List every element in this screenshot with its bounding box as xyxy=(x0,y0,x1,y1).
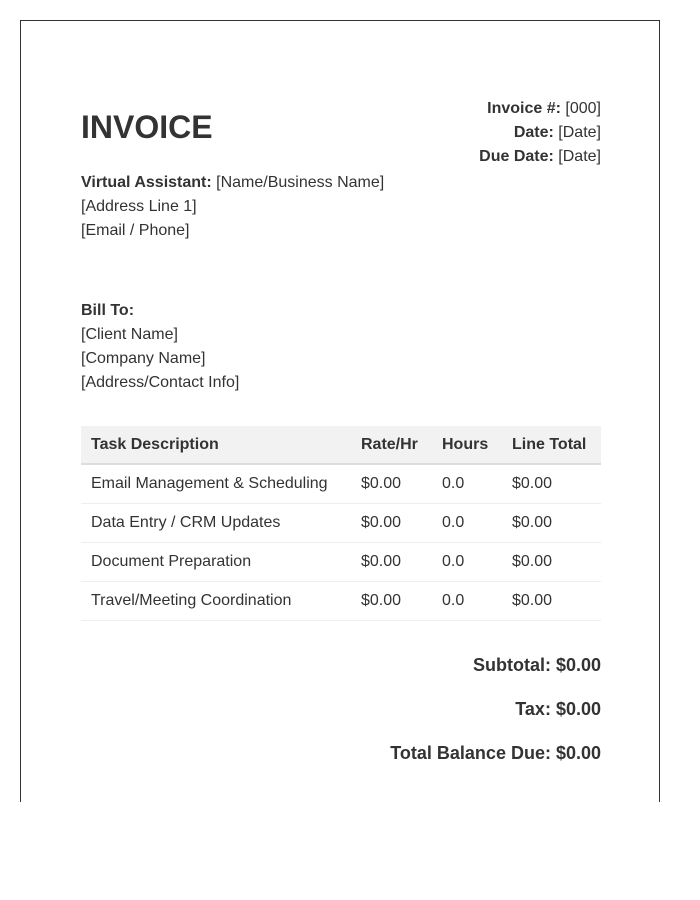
invoice-number-line xyxy=(479,97,601,121)
invoice-page xyxy=(20,20,660,802)
total-balance-due: Total Balance Due: $0.00 xyxy=(390,743,601,763)
bill-to-block xyxy=(81,299,239,395)
invoice-date-label: Date: xyxy=(513,124,554,141)
table-row xyxy=(81,464,601,503)
invoice-due-date-value: [Date] xyxy=(553,148,601,165)
cell-hours: 0.0 xyxy=(432,581,502,620)
header-task-description: Task Description xyxy=(81,426,351,464)
tax: Tax: $0.00 xyxy=(515,699,601,719)
assistant-block xyxy=(81,171,384,243)
invoice-due-date-label: Due Date: xyxy=(479,148,554,165)
table-row xyxy=(81,581,601,620)
totals-block xyxy=(390,651,601,783)
bill-to-address: [Address/Contact Info] xyxy=(81,374,240,391)
invoice-date-line xyxy=(479,121,601,145)
subtotal: Subtotal: $0.00 xyxy=(472,655,601,675)
cell-hours: 0.0 xyxy=(432,503,502,542)
header-line-total: Line Total xyxy=(502,426,601,464)
assistant-address: [Address Line 1] xyxy=(81,198,197,215)
cell-line-total: $0.00 xyxy=(502,581,601,620)
invoice-date-value: [Date] xyxy=(553,124,601,141)
invoice-title: INVOICE xyxy=(81,109,213,145)
table-row xyxy=(81,542,601,581)
cell-task-description: Travel/Meeting Coordination xyxy=(81,581,351,620)
cell-hours: 0.0 xyxy=(432,464,502,503)
cell-line-total: $0.00 xyxy=(502,464,601,503)
assistant-name-line xyxy=(81,171,384,195)
header-rate: Rate/Hr xyxy=(351,426,432,464)
bill-to-company: [Company Name] xyxy=(81,350,206,367)
invoice-due-date-line xyxy=(479,145,601,169)
cell-line-total: $0.00 xyxy=(502,503,601,542)
assistant-name: [Name/Business Name] xyxy=(211,174,385,191)
cell-task-description: Data Entry / CRM Updates xyxy=(81,503,351,542)
cell-rate: $0.00 xyxy=(351,464,432,503)
table-header-row xyxy=(81,426,601,464)
invoice-meta xyxy=(479,97,601,169)
table-row xyxy=(81,503,601,542)
invoice-number-label: Invoice #: xyxy=(487,100,561,117)
header-hours: Hours xyxy=(432,426,502,464)
bill-to-client: [Client Name] xyxy=(81,326,178,343)
assistant-label: Virtual Assistant: xyxy=(81,174,212,191)
cell-rate: $0.00 xyxy=(351,581,432,620)
line-items-table xyxy=(81,426,601,621)
bill-to-label: Bill To: xyxy=(81,302,135,319)
cell-rate: $0.00 xyxy=(351,503,432,542)
cell-hours: 0.0 xyxy=(432,542,502,581)
assistant-contact: [Email / Phone] xyxy=(81,222,190,239)
invoice-number-value: [000] xyxy=(560,100,601,117)
cell-rate: $0.00 xyxy=(351,542,432,581)
cell-task-description: Document Preparation xyxy=(81,542,351,581)
cell-line-total: $0.00 xyxy=(502,542,601,581)
cell-task-description: Email Management & Scheduling xyxy=(81,464,351,503)
